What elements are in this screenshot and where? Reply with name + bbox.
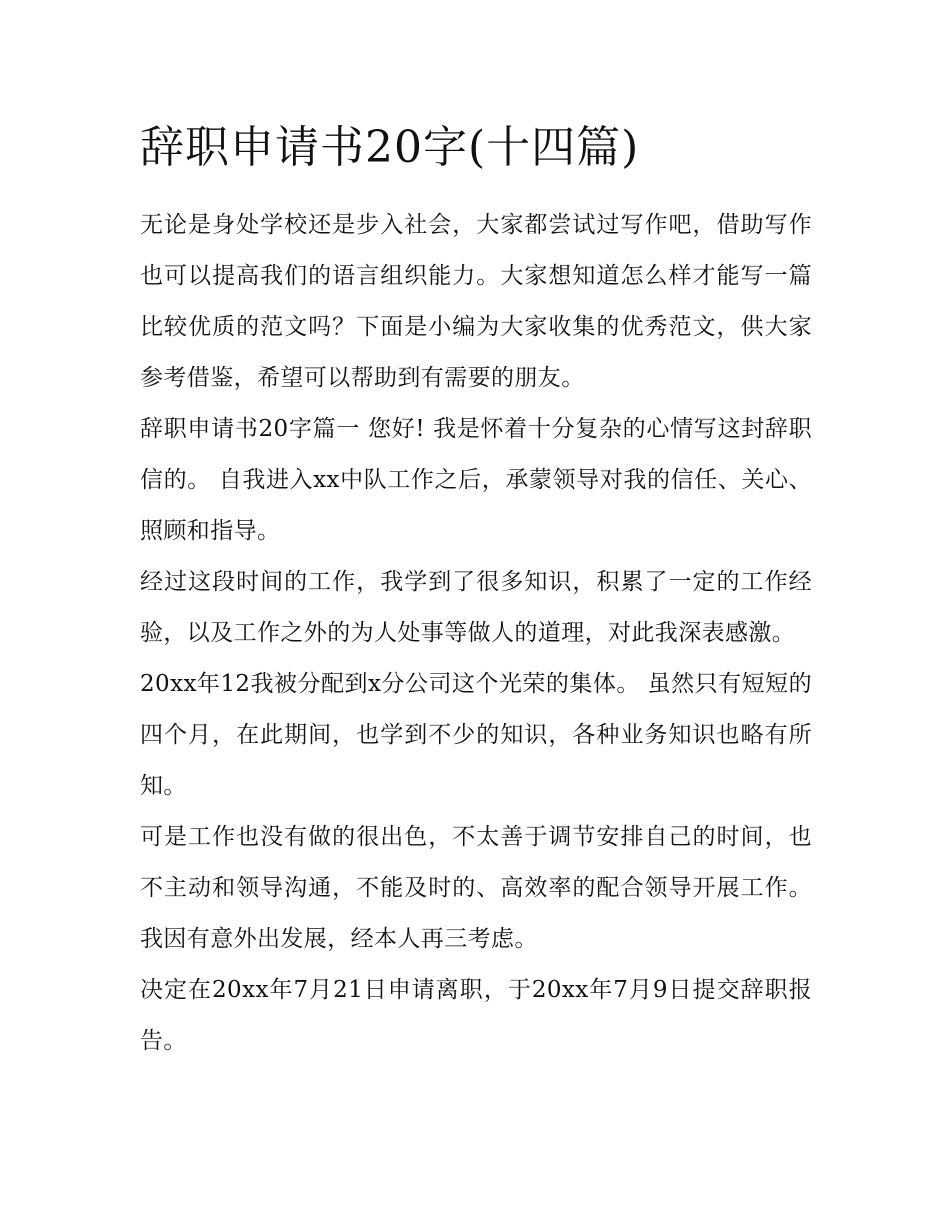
body-paragraph: 经过这段时间的工作，我学到了很多知识，积累了一定的工作经验，以及工作之外的为人处事等做人的道理，对此我深表感激。 [140,569,812,646]
document-body [140,118,812,1067]
body-paragraph: 辞职申请书20字篇一 您好! 我是怀着十分复杂的心情写这封辞职信的。 自我进入xx中队工作之后，承蒙领导对我的信任、关心、照顾和指导。 [140,416,812,544]
intro-paragraph: 无论是身处学校还是步入社会，大家都尝试过写作吧，借助写作也可以提高我们的语言组织能力。大家想知道怎么样才能写一篇比较优质的范文吗？下面是小编为大家收集的优秀范文，供大家参考借鉴，希望可以帮助到有需要的朋友。 [140,212,812,391]
body-paragraph: 可是工作也没有做的很出色，不太善于调节安排自己的时间，也不主动和领导沟通，不能及时的、高效率的配合领导开展工作。 我因有意外出发展，经本人再三考虑。 [140,824,812,952]
body-paragraph: 20xx年12我被分配到x分公司这个光荣的集体。 虽然只有短短的四个月，在此期间，也学到不少的知识，各种业务知识也略有所知。 [140,671,812,799]
body-paragraph: 决定在20xx年7月21日申请离职，于20xx年7月9日提交辞职报告。 [140,977,812,1054]
document-title: 辞职申请书20字(十四篇) [140,122,640,173]
